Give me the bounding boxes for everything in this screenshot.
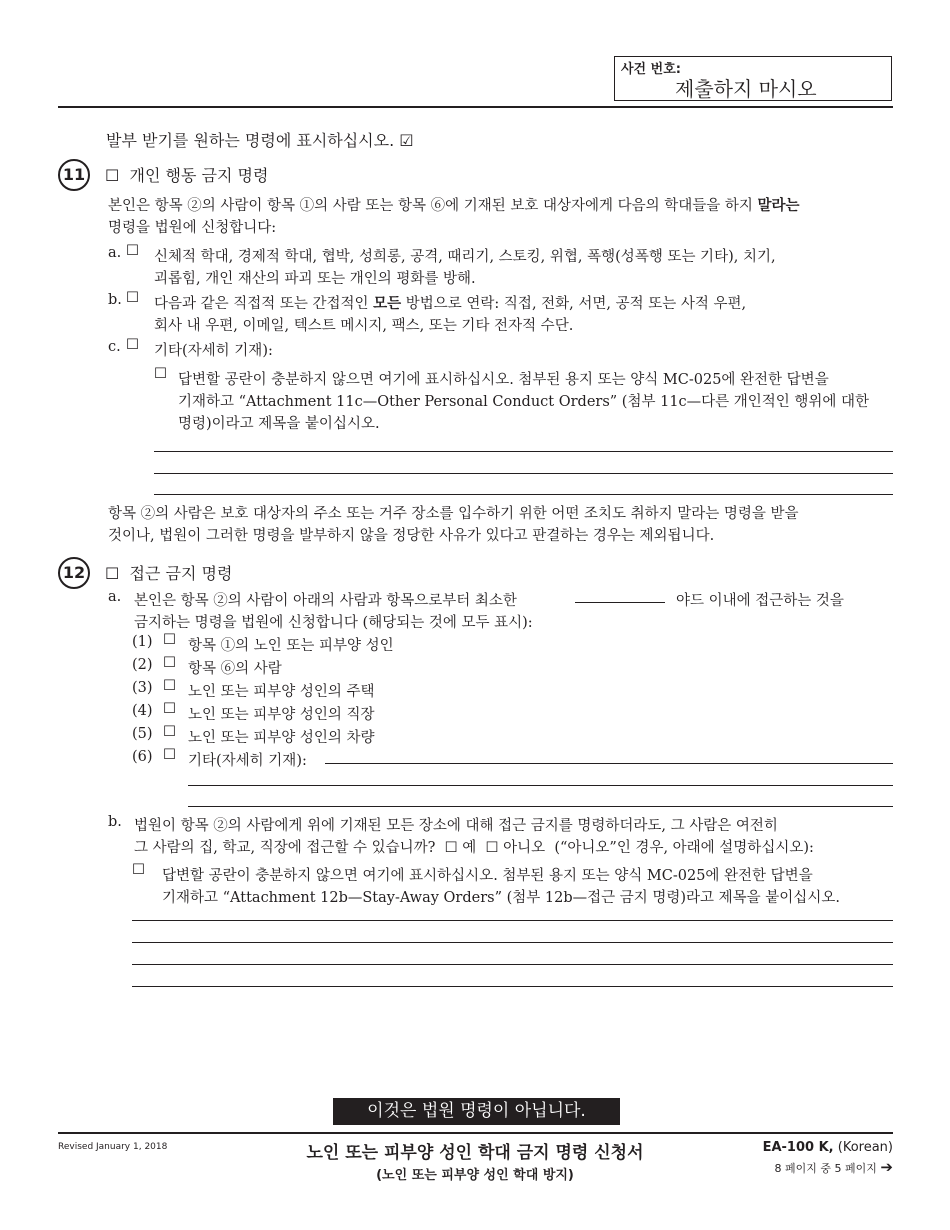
item-text: 항목 ①의 노인 또는 피부양 성인: [188, 638, 394, 654]
checkbox-icon[interactable]: ☐: [154, 366, 167, 382]
checkbox-icon[interactable]: ☐: [126, 290, 139, 306]
header-rule: [58, 106, 893, 108]
checkbox-icon[interactable]: ☐: [132, 862, 145, 878]
checkbox-icon[interactable]: ☐: [163, 678, 176, 694]
s11-c-text: 기타(자세히 기재):: [154, 343, 273, 359]
answer-line[interactable]: [132, 986, 893, 987]
item-text: 기타(자세히 기재):: [188, 753, 307, 769]
case-number-value: 제출하지 마시오: [675, 77, 817, 101]
s11-c-label: c.: [108, 339, 121, 355]
checked-box-icon: ☑: [399, 131, 414, 150]
form-subtitle: (노인 또는 피부양 성인 학대 방지): [376, 1168, 574, 1183]
s12-a-line2: 금지하는 명령을 법원에 신청합니다 (해당되는 것에 모두 표시):: [134, 615, 533, 631]
item-number: (1): [132, 634, 153, 650]
s12-attachment-line1: 답변할 공란이 충분하지 않으면 여기에 표시하십시오. 첨부된 용지 또는 양식 MC-025에 완전한 답변을: [162, 868, 813, 884]
s11-attachment-line2: 기재하고 “Attachment 11c—Other Personal Conduct Orders” (첨부 11c—다른 개인적인 행위에 대한: [178, 394, 870, 410]
no-label: 아니오: [503, 840, 546, 856]
instruction: [106, 128, 414, 151]
s11-intro-2: 명령을 법원에 신청합니다:: [108, 220, 277, 236]
page-text: 8 페이지 중 5 페이지: [774, 1162, 877, 1175]
section-11-title: 개인 행동 금지 명령: [129, 166, 269, 185]
other-input-line[interactable]: [325, 763, 893, 764]
s12-attachment-line2: 기재하고 “Attachment 12b—Stay-Away Orders” (첨부 12b—접근 금지 명령)라고 제목을 붙이십시오.: [162, 890, 840, 906]
checkbox-icon[interactable]: ☐: [163, 701, 176, 717]
item-number: (2): [132, 657, 153, 673]
page-indicator: [775, 1158, 893, 1176]
instruction-text: 발부 받기를 원하는 명령에 표시하십시오.: [106, 131, 395, 150]
s11-note-line2: 것이나, 법원이 그러한 명령을 발부하지 않을 정당한 사유가 있다고 판결하는 경우는 제외됩니다.: [108, 528, 715, 544]
item-number: (4): [132, 703, 153, 719]
s11-attachment-line3: 명령)이라고 제목을 붙이십시오.: [178, 416, 380, 432]
case-number-box: [614, 56, 892, 101]
s11-attachment-line1: 답변할 공란이 충분하지 않으면 여기에 표시하십시오. 첨부된 용지 또는 양식 MC-025에 완전한 답변을: [178, 372, 829, 388]
s11-b-label: b.: [108, 292, 122, 308]
section-12-title: 접근 금지 명령: [129, 564, 233, 583]
item-text: 노인 또는 피부양 성인의 직장: [188, 707, 375, 723]
checkbox-icon[interactable]: ☐: [163, 655, 176, 671]
s12-b-label: b.: [108, 814, 122, 830]
answer-line[interactable]: [154, 473, 893, 474]
answer-line[interactable]: [132, 942, 893, 943]
yes-label: 예: [462, 840, 477, 856]
form-title: 노인 또는 피부양 성인 학대 금지 명령 신청서: [306, 1143, 644, 1163]
item-number: (3): [132, 680, 153, 696]
s11-b-line1: 다음과 같은 직접적 또는 간접적인 모든 방법으로 연락: 직접, 전화, 서면, 공적 또는 사적 우편,: [154, 296, 747, 312]
item-text: 노인 또는 피부양 성인의 주택: [188, 684, 375, 700]
item-text: 항목 ⑥의 사람: [188, 661, 282, 677]
answer-line[interactable]: [188, 806, 893, 807]
item-text: 노인 또는 피부양 성인의 차량: [188, 730, 375, 746]
checkbox-icon[interactable]: ☐: [126, 243, 139, 259]
section-number-11: 11: [58, 159, 90, 191]
s11-intro-1: 본인은 항목 ②의 사람이 항목 ①의 사람 또는 항목 ⑥에 기재된 보호 대상자에게 다음의 학대들을 하지 말라는: [108, 198, 800, 214]
item-number: (6): [132, 749, 153, 765]
s12-b-line1: 법원이 항목 ②의 사람에게 위에 기재된 모든 장소에 대해 접근 금지를 명령하더라도, 그 사람은 여전히: [134, 818, 778, 834]
section-11-heading: [105, 163, 268, 186]
answer-line[interactable]: [132, 920, 893, 921]
checkbox-icon[interactable]: ☐: [105, 564, 120, 583]
answer-line[interactable]: [188, 785, 893, 786]
checkbox-icon[interactable]: ☐: [485, 840, 499, 856]
s12-a-line1: 본인은 항목 ②의 사람이 아래의 사람과 항목으로부터 최소한: [134, 593, 517, 609]
not-a-court-order-banner: 이것은 법원 명령이 아닙니다.: [333, 1098, 620, 1125]
checkbox-icon[interactable]: ☐: [444, 840, 458, 856]
case-number-label: 사건 번호:: [621, 62, 681, 77]
checkbox-icon[interactable]: ☐: [163, 632, 176, 648]
arrow-right-icon: ➔: [880, 1158, 893, 1176]
answer-line[interactable]: [154, 494, 893, 495]
s11-b-line2: 회사 내 우편, 이메일, 텍스트 메시지, 팩스, 또는 기타 전자적 수단.: [154, 318, 574, 334]
yards-input[interactable]: [575, 602, 665, 603]
item-number: (5): [132, 726, 153, 742]
checkbox-icon[interactable]: ☐: [126, 337, 139, 353]
s12-a-line1-end: 야드 이내에 접근하는 것을: [676, 593, 844, 609]
answer-line[interactable]: [132, 964, 893, 965]
revised-date: Revised January 1, 2018: [58, 1142, 168, 1152]
section-number-12: 12: [58, 557, 90, 589]
checkbox-icon[interactable]: ☐: [163, 747, 176, 763]
section-12-heading: [105, 561, 232, 584]
checkbox-icon[interactable]: ☐: [163, 724, 176, 740]
checkbox-icon[interactable]: ☐: [105, 166, 120, 185]
s11-note-line1: 항목 ②의 사람은 보호 대상자의 주소 또는 거주 장소를 입수하기 위한 어떤 조치도 취하지 말라는 명령을 받을: [108, 506, 799, 522]
answer-line[interactable]: [154, 451, 893, 452]
s11-a-line2: 괴롭힘, 개인 재산의 파괴 또는 개인의 평화를 방해.: [154, 271, 476, 287]
s12-b-line2: 그 사람의 집, 학교, 직장에 접근할 수 있습니까? ☐ 예 ☐ 아니오 (“아니오”인 경우, 아래에 설명하십시오):: [134, 840, 814, 856]
s12-a-label: a.: [108, 589, 122, 605]
form-id: EA-100 K, (Korean): [762, 1140, 893, 1155]
footer-rule: [58, 1132, 893, 1134]
s11-a-label: a.: [108, 245, 122, 261]
s11-a-line1: 신체적 학대, 경제적 학대, 협박, 성희롱, 공격, 때리기, 스토킹, 위협, 폭행(성폭행 또는 기타), 치기,: [154, 249, 776, 265]
